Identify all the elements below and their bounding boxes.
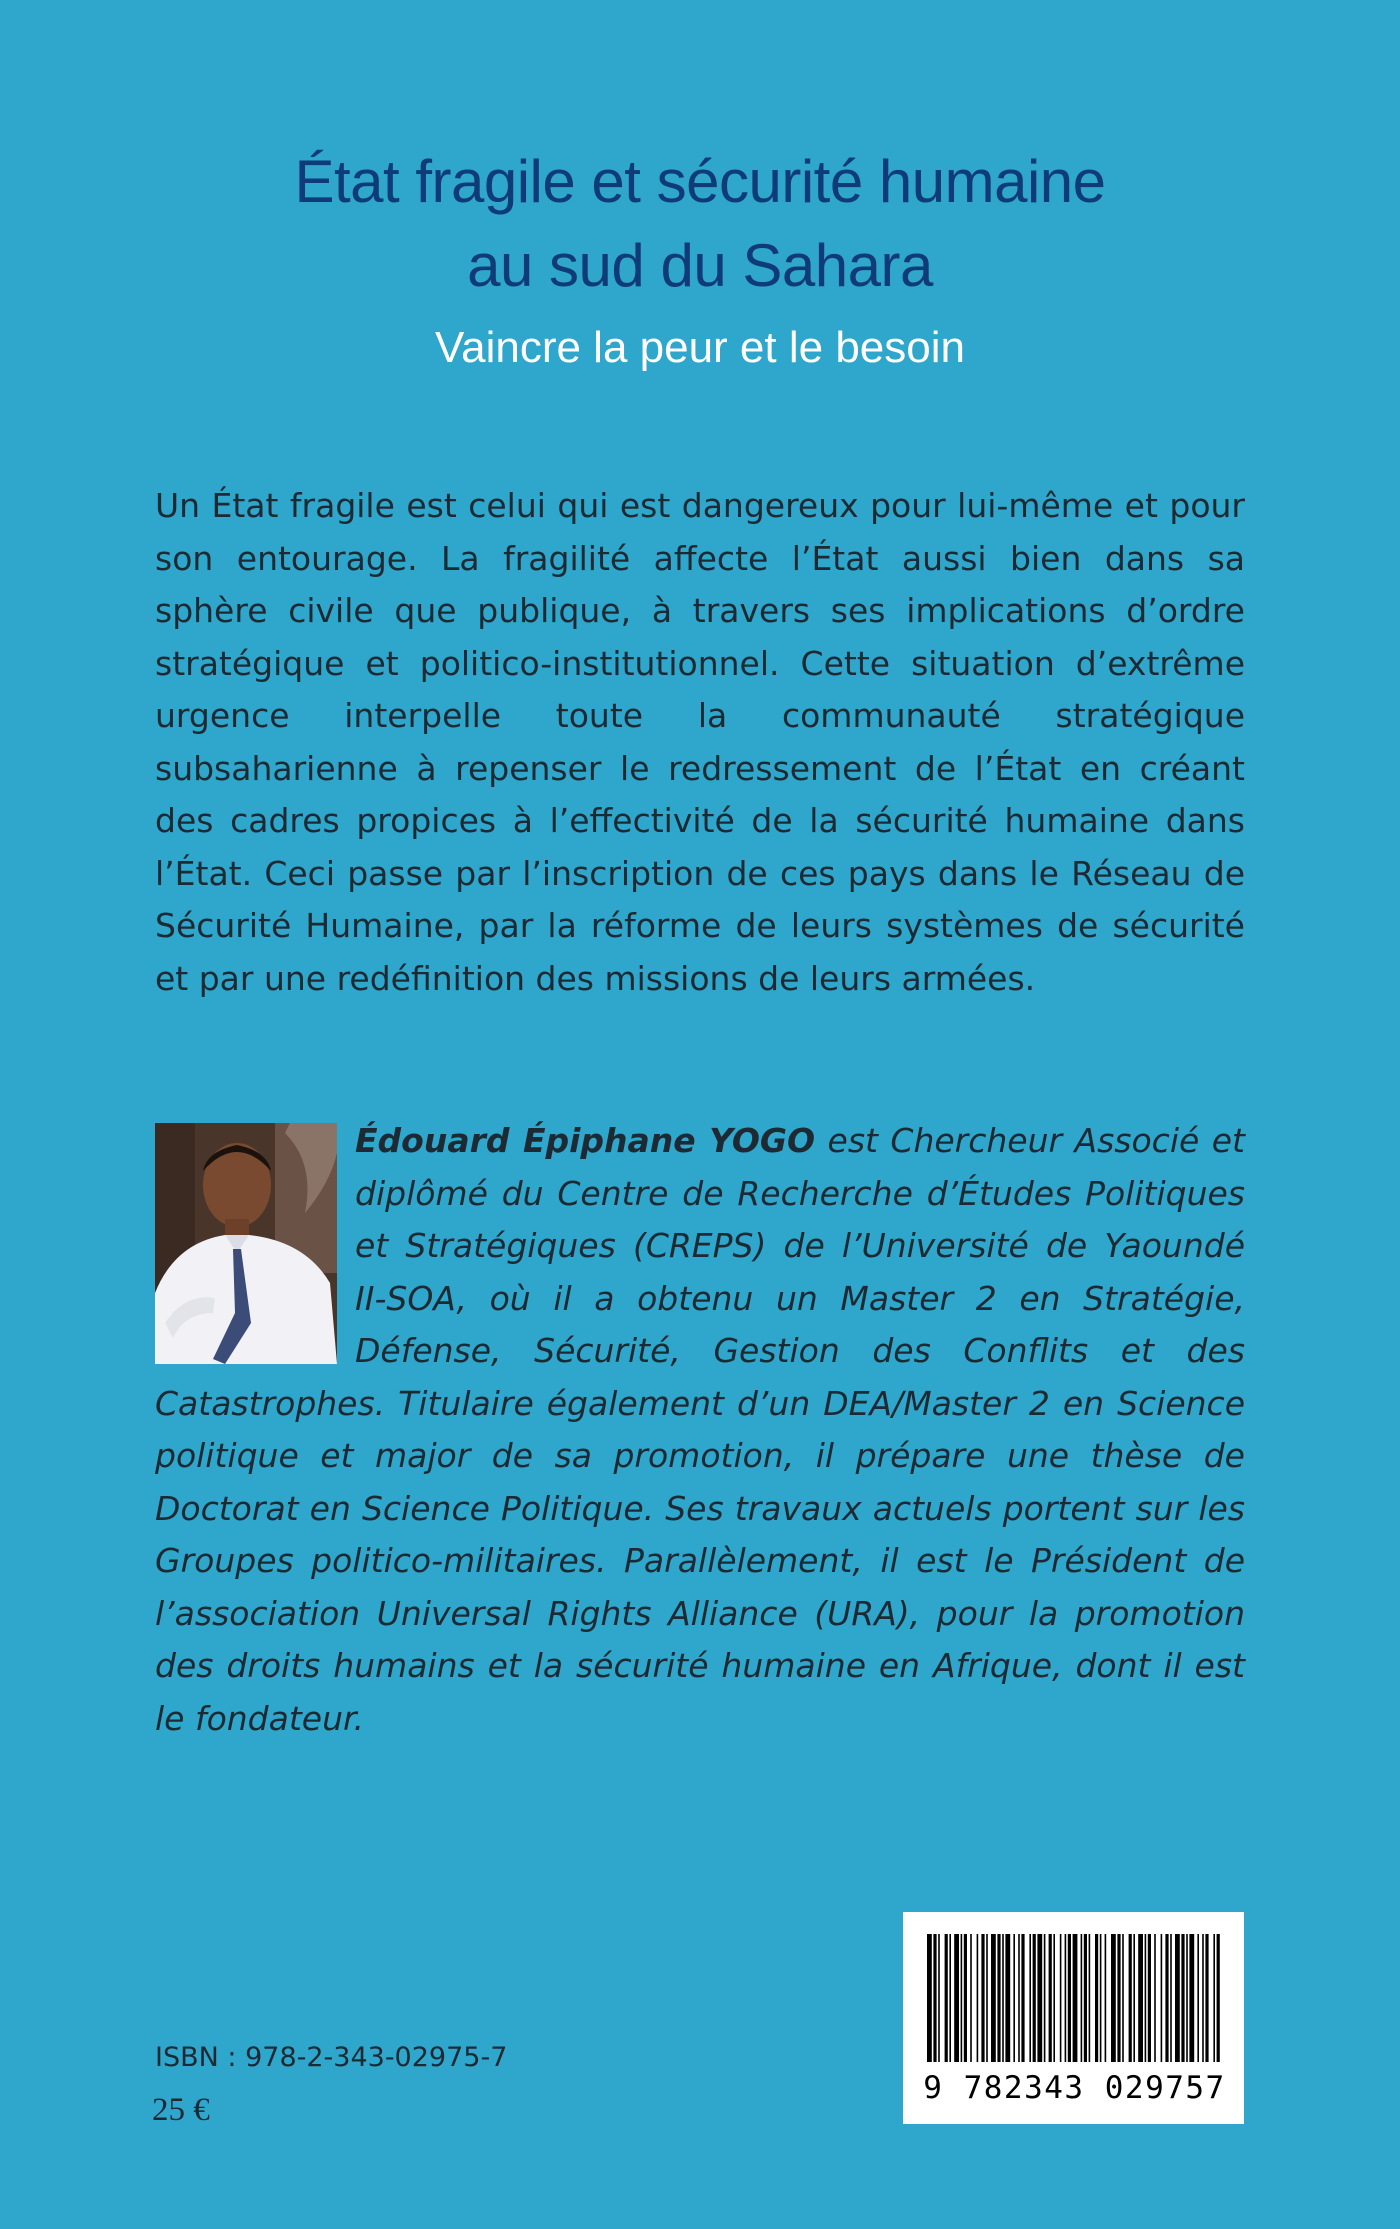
barcode-bar [961, 1934, 963, 2062]
barcode-bar [1197, 1934, 1199, 2062]
barcode-bar [1186, 1934, 1188, 2062]
barcode-bar [970, 1934, 972, 2062]
barcode-bar [1213, 1934, 1215, 2062]
price: 25 € [152, 2092, 210, 2128]
barcode-bar [1084, 1934, 1087, 2062]
author-bio-text: est Chercheur Associé et diplômé du Centre de Recherche d’Études Politiques et Stratégiques (CREPS) de l’Université de Yaoundé II-SOA, où il a obtenu un Master 2 en Stratégie, Défense, Sécurité, Gestion des Conflits et des Catastrophes. Titulaire également d’un DEA/Master 2 en Science politique et major de sa promotion, il prépare une thèse de Doctorat en Science Politique. Ses travaux actuels portent sur les Groupes politico-militaires. Parallèlement, il est le Président de l’association Universal Rights Alliance (URA), pour la promotion des droits humains et la sécurité humaine en Afrique, dont il est le fondateur. [155, 1121, 1245, 1738]
barcode-bar [1202, 1934, 1204, 2062]
book-subtitle: Vaincre la peur et le besoin [435, 323, 965, 372]
barcode-digits: 9 782343 029757 [923, 2070, 1226, 2106]
barcode-bar [1205, 1934, 1208, 2062]
barcode-bar [1129, 1934, 1132, 2062]
barcode-bar [997, 1934, 1000, 2062]
barcode-bar [938, 1934, 940, 2062]
barcode-bar [1165, 1934, 1168, 2062]
barcode-bar [927, 1934, 932, 2062]
barcode-bar [954, 1934, 959, 2062]
barcode-bar [1013, 1934, 1015, 2062]
barcode-bar [1037, 1934, 1042, 2062]
barcode-bar [1021, 1934, 1024, 2062]
barcode-bar [1189, 1934, 1194, 2062]
barcode-bar [986, 1934, 988, 2062]
barcode-bar [1044, 1934, 1046, 2062]
barcode-bar [1170, 1934, 1172, 2062]
barcode-bar [1060, 1934, 1062, 2062]
barcode-bar [1005, 1934, 1010, 2062]
author-photo [155, 1123, 337, 1364]
barcode-bar [1068, 1934, 1071, 2062]
barcode-bar [949, 1934, 951, 2062]
barcode-bar [1100, 1934, 1102, 2062]
book-title [150, 140, 1250, 308]
barcode-bar [1065, 1934, 1067, 2062]
barcode-bar [991, 1934, 996, 2062]
barcode [903, 1912, 1244, 2124]
barcode-bar [1117, 1934, 1120, 2062]
barcode-bar [1018, 1934, 1020, 2062]
barcode-bar [1138, 1934, 1143, 2062]
barcode-bar [1161, 1934, 1163, 2062]
barcode-bar [1089, 1934, 1091, 2062]
barcode-bar [977, 1934, 979, 2062]
barcode-bar [1111, 1934, 1116, 2062]
barcode-bars [925, 1934, 1222, 2062]
barcode-bar [1033, 1934, 1036, 2062]
barcode-bar [1053, 1934, 1055, 2062]
barcode-bar [1105, 1934, 1107, 2062]
book-title-line-1: État fragile et sécurité humaine [294, 148, 1106, 215]
book-summary: Un État fragile est celui qui est dangereux pour lui-même et pour son entourage. La fragilité affecte l’État aussi bien dans sa sphère civile que publique, à travers ses implications d’ordre stratégique et politico-institutionnel. Cette situation d’extrême urgence interpelle toute la communauté stratégique subsaharienne à repenser le redressement de l’État en créant des cadres propices à l’effectivité de la sécurité humaine dans l’État. Ceci passe par l’inscription de ces pays dans le Réseau de Sécurité Humaine, par la réforme de leurs systèmes de sécurité et par une redéfinition des missions de leurs armées. [155, 486, 1245, 998]
barcode-bar [1145, 1934, 1147, 2062]
barcode-bar [1073, 1934, 1078, 2062]
barcode-bar [1154, 1934, 1156, 2062]
book-title-line-2: au sud du Sahara [467, 232, 933, 299]
barcode-bar [945, 1934, 948, 2062]
barcode-bar [1081, 1934, 1083, 2062]
barcode-bar [1029, 1934, 1031, 2062]
barcode-bar [1175, 1934, 1180, 2062]
barcode-bar [1049, 1934, 1052, 2062]
barcode-bar [1002, 1934, 1004, 2062]
barcode-bar [1095, 1934, 1098, 2062]
author-name: Édouard Épiphane YOGO [355, 1121, 816, 1160]
isbn: ISBN : 978-2-343-02975-7 [155, 2042, 508, 2073]
barcode-bar [1148, 1934, 1151, 2062]
barcode-bar [1217, 1934, 1220, 2062]
barcode-bar [933, 1934, 936, 2062]
barcode-bar [1122, 1934, 1124, 2062]
barcode-bar [964, 1934, 967, 2062]
barcode-bar [981, 1934, 984, 2062]
barcode-bar [1181, 1934, 1184, 2062]
barcode-bar [1133, 1934, 1135, 2062]
